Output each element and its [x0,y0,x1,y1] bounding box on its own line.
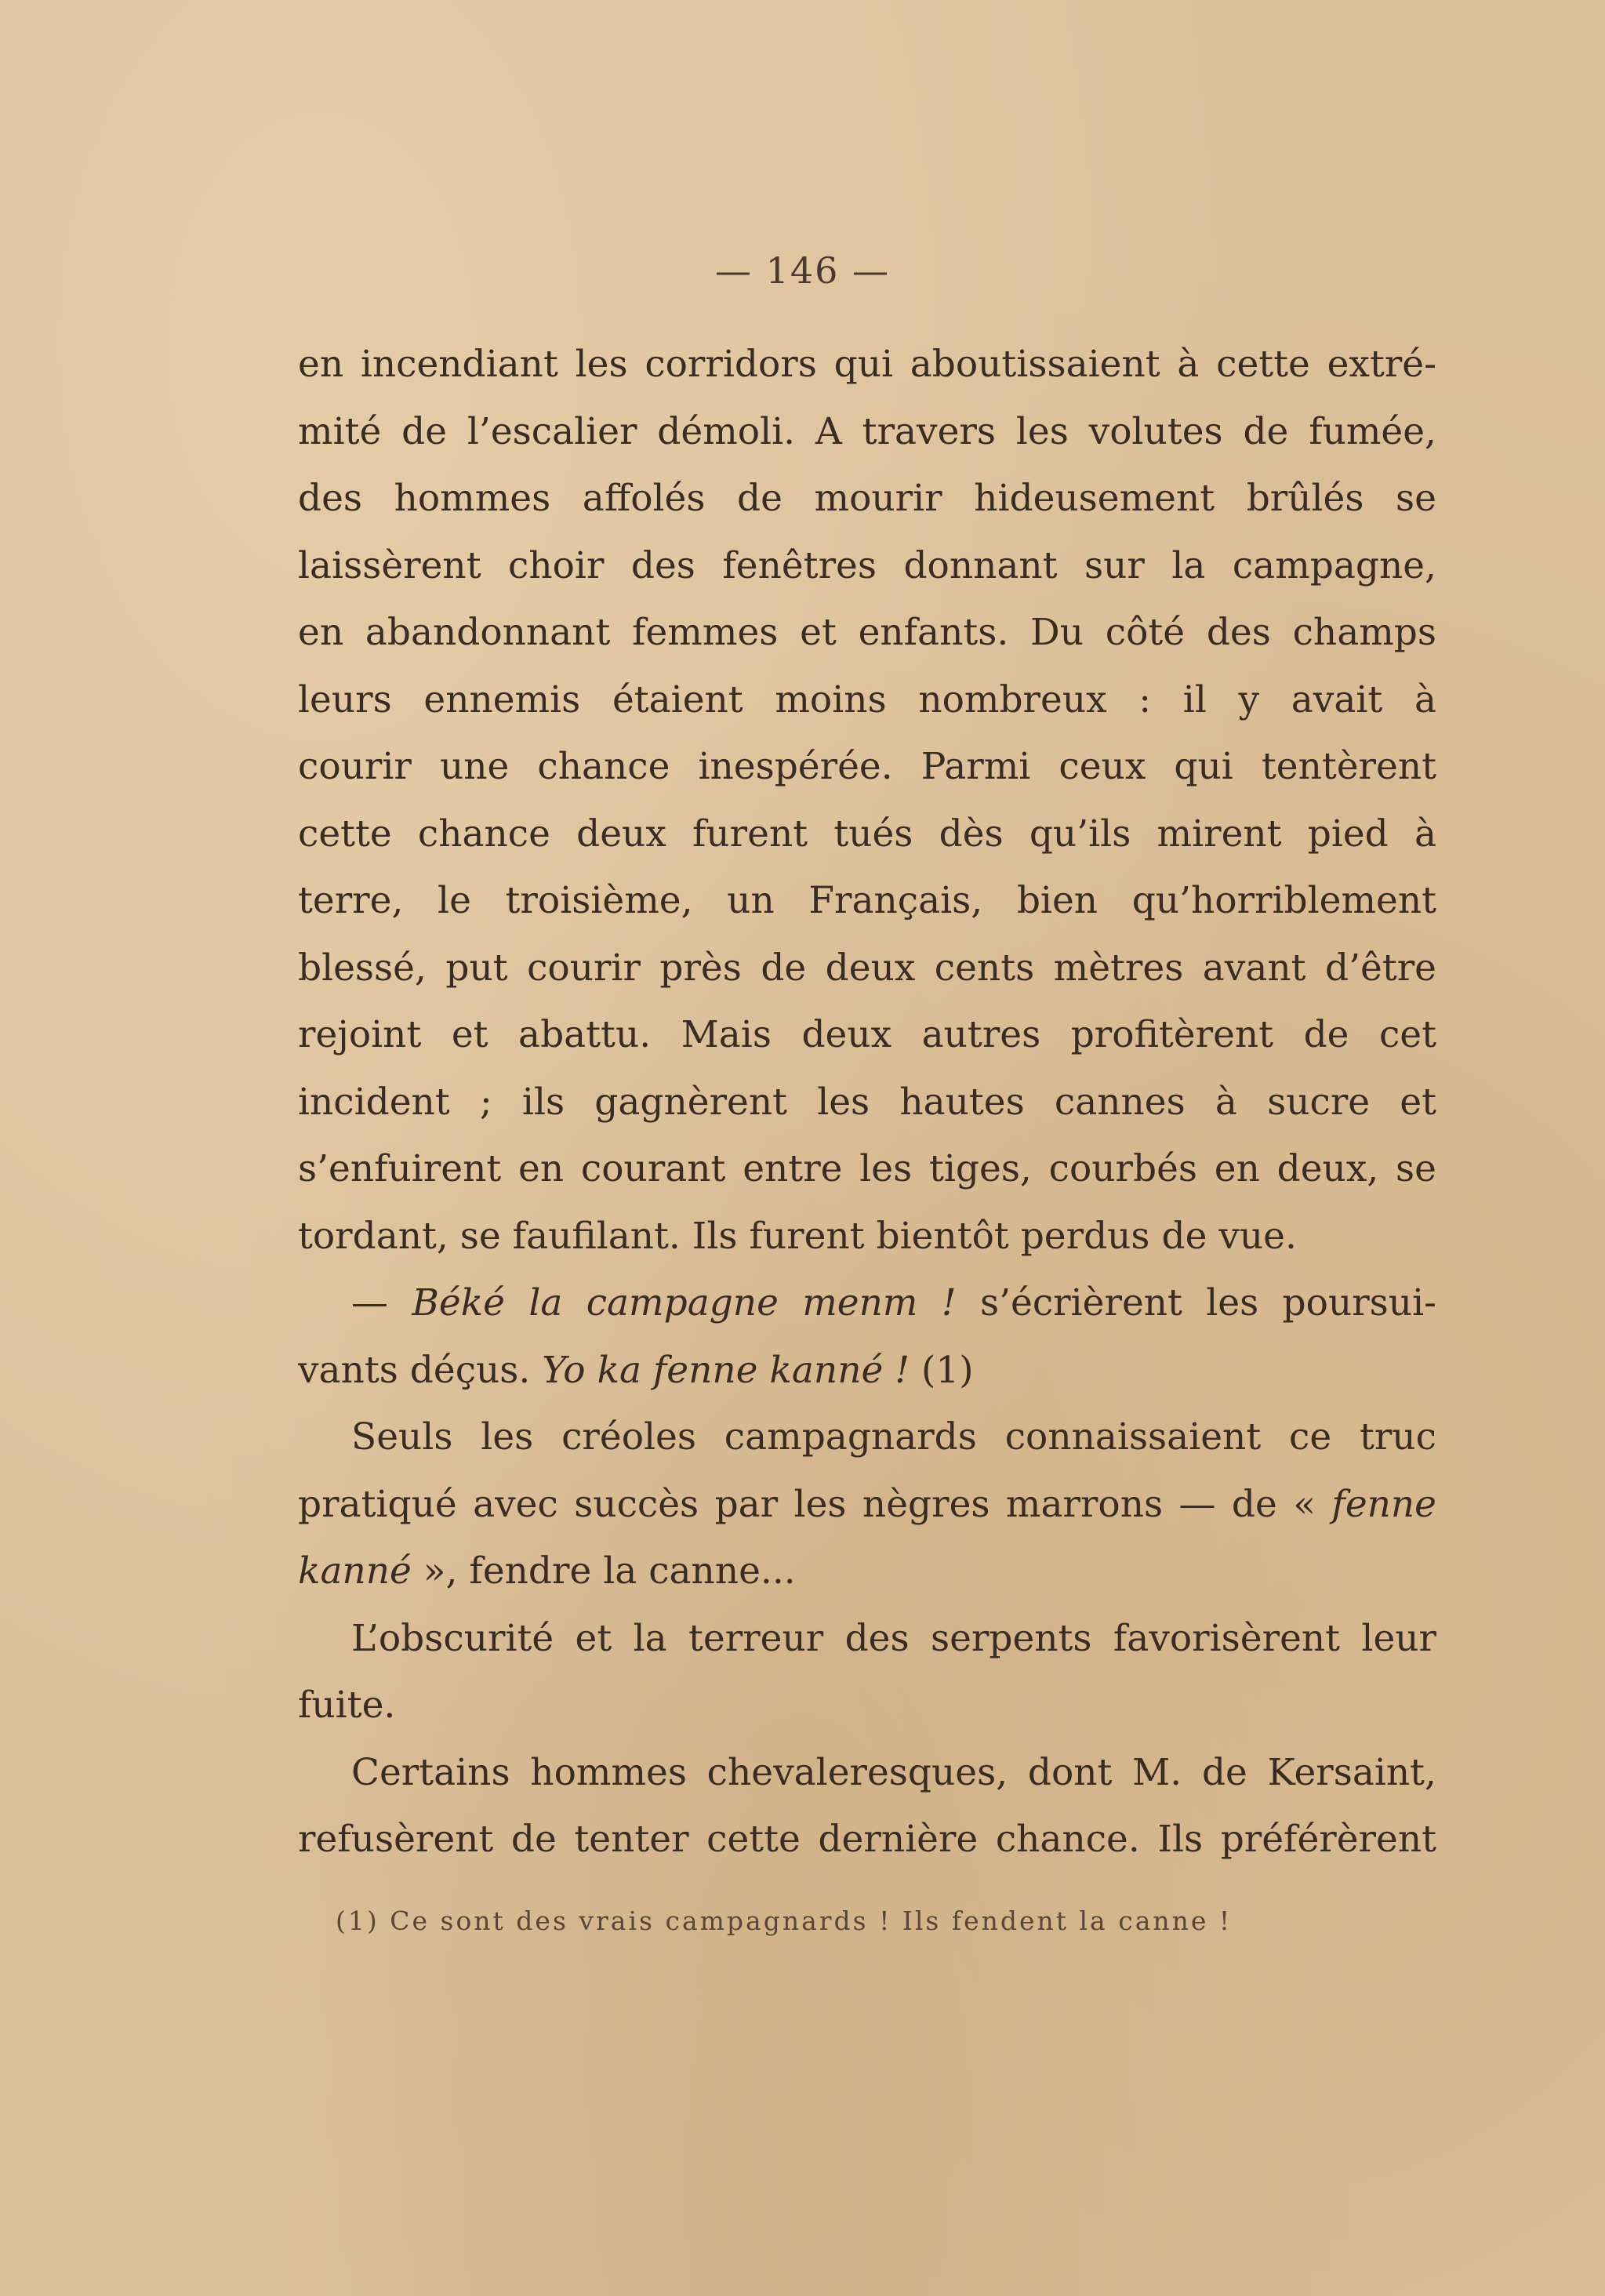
body-text [298,331,1436,1873]
text-line: incident ; ils gagnèrent les hautes cannes à sucre et [298,1080,1436,1124]
text-line: terre, le troisième, un Français, bien qu’horriblement [298,879,1436,922]
text-line: leurs ennemis étaient moins nombreux : il y avait à [298,678,1436,721]
footnote: (1) Ce sont des vrais campagnards ! Ils fendent la canne ! [336,1905,1233,1936]
creole-phrase: Yo ka fenne kanné ! [542,1348,910,1392]
creole-phrase: fenne [1331,1482,1436,1526]
text-line: tordant, se faufilant. Ils furent bientôt perdus de vue. [298,1214,1297,1258]
text-line: L’obscurité et la terreur des serpents favorisèrent leur [351,1616,1436,1660]
text-line: en incendiant les corridors qui aboutissaient à cette extré- [298,343,1436,386]
page-number: — 146 — [714,249,891,292]
dialogue-dash: — [351,1281,412,1324]
text-line: cette chance deux furent tués dès qu’ils mirent pied à [298,812,1436,856]
text-line: en abandonnant femmes et enfants. Du côté des champs [298,611,1436,654]
text-segment: », fendre la canne... [411,1549,796,1593]
text-line: s’enfuirent en courant entre les tiges, courbés en deux, se [298,1147,1436,1190]
text-line: fuite. [298,1684,396,1727]
text-line: rejoint et abattu. Mais deux autres profitèrent de cet [298,1013,1436,1056]
footnote-marker: (1) [910,1348,974,1392]
text-line: Certains hommes chevaleresques, dont M. de Kersaint, [351,1750,1436,1794]
text-line: mité de l’escalier démoli. A travers les volutes de fumée, [298,409,1436,453]
text-line [298,1538,1436,1605]
text-line: des hommes affolés de mourir hideusement brûlés se [298,477,1436,520]
text-line: laissèrent choir des fenêtres donnant sur la campagne, [298,543,1436,587]
text-line [298,1471,1436,1539]
dialogue-line [298,1337,1436,1404]
creole-phrase: kanné [298,1549,412,1593]
dialogue-text: s’écrièrent les poursui- [956,1281,1436,1324]
text-line: Seuls les créoles campagnards connaissaient ce truc [351,1415,1436,1459]
creole-phrase: Béké la campagne menm ! [412,1281,957,1324]
text-segment: pratiqué avec succès par les nègres marrons — de « [298,1482,1332,1526]
dialogue-line [298,1270,1436,1337]
dialogue-text: vants déçus. [298,1348,543,1392]
text-line: courir une chance inespérée. Parmi ceux qui tentèrent [298,745,1436,788]
text-line: blessé, put courir près de deux cents mètres avant d’être [298,946,1436,990]
text-line: refusèrent de tenter cette dernière chance. Ils préférèrent [298,1818,1436,1861]
